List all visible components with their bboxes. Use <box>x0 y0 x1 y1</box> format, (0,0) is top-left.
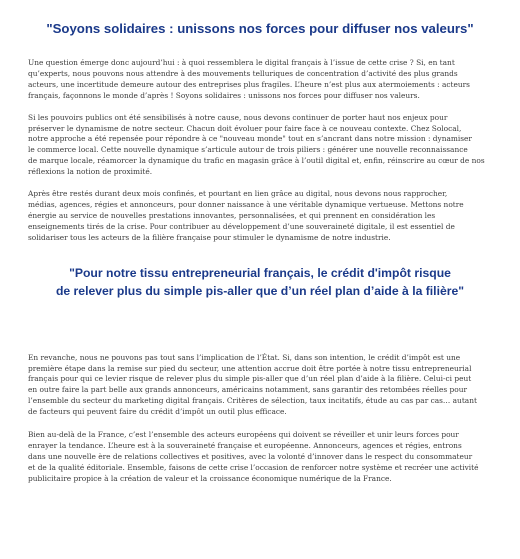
paragraph-line: français pour qui ce levier risque de relever plus du simple pis-aller que d’un réel plan d’aide à la filière. Celui-ci peut <box>28 374 472 384</box>
paragraph-line: réflexions la notion de proximité. <box>28 167 153 177</box>
paragraph-line: Après être restés durant deux mois confinés, et pourtant en lien grâce au digital, nous devons nous rapprocher, <box>28 189 448 199</box>
paragraph-line: solidariser tous les acteurs de la filière française pour stimuler le dynamisme de notre industrie. <box>28 232 391 242</box>
paragraph-line: préserver le dynamisme de notre secteur. Chacun doit évoluer pour faire face à ce nouveau contexte. Chez Solocal, <box>28 123 462 133</box>
paragraph-line: dans une nouvelle ère de relations collectives et positives, avec la volonté d’innover dans le respect du consommateur <box>28 451 473 461</box>
paragraph-state <box>28 353 492 418</box>
paragraph-line: publicitaire propice à la création de valeur et la croissance économique numérique de la France. <box>28 473 392 483</box>
section-heading-tax-credit <box>28 264 492 301</box>
paragraph-line: notre approche a été repensée pour répondre à ce "nouveau monde" tout en s’ancrant dans notre mission : dynamiser <box>28 134 472 144</box>
section-heading-solidarity <box>28 0 492 38</box>
paragraph-line: le commerce local. Cette nouvelle dynamique s’articule autour de trois piliers : générer une nouvelle reconnaissance <box>28 145 468 155</box>
paragraph-confinement <box>28 189 492 244</box>
paragraph-line: de marque locale, réamorcer la dynamique du trafic en magasin grâce à l’outil digital et, enfin, réinscrire au cœur de nos <box>28 156 485 166</box>
paragraph-line: Si les pouvoirs publics ont été sensibilisés à notre cause, nous devons continuer de porter haut nos enjeux pour <box>28 112 448 122</box>
heading-line: "Soyons solidaires : unissons nos forces pour diffuser nos valeurs" <box>46 21 474 36</box>
paragraph-line: l’ensemble du secteur du marketing digital français. Critères de sélection, taux incitatifs, étude au cas par cas… autant <box>28 396 477 406</box>
paragraph-intro <box>28 58 492 102</box>
paragraph-line: qu’experts, nous pouvons nous attendre à des mouvements telluriques de concentration d’activité des plus grands <box>28 68 458 78</box>
paragraph-line: première étape dans la remise sur pied du secteur, une attention accrue doit être portée à notre tissu entrepreneurial <box>28 363 472 373</box>
paragraph-solocal <box>28 113 492 178</box>
paragraph-line: Bien au-delà de la France, c’est l’ensemble des acteurs européens qui doivent se réveiller et unir leurs forces pour <box>28 430 459 440</box>
heading-line: "Pour notre tissu entrepreneurial français, le crédit d'impôt risque <box>69 265 451 280</box>
paragraph-line: et de la qualité éditoriale. Ensemble, faisons de cette crise l’occasion de renforcer notre système et recréer une activité <box>28 462 479 472</box>
paragraph-line: médias, agences, régies et annonceurs, pour donner naissance à une véritable dynamique vertueuse. Mettons notre <box>28 199 464 209</box>
paragraph-line: En revanche, nous ne pouvons pas tout sans l’implication de l’État. Si, dans son intention, le crédit d’impôt est une <box>28 352 461 362</box>
paragraph-line: de facteurs qui peuvent faire du crédit d’impôt un outil plus efficace. <box>28 407 287 417</box>
paragraph-line: enseignements tirés de la crise. Pour contribuer au développement d’une souveraineté digitale, il est essentiel de <box>28 221 455 231</box>
paragraph-europe <box>28 430 492 485</box>
paragraph-line: énergie au service de nouvelles prestations innovantes, personnalisées, et qui prennent en considération les <box>28 210 436 220</box>
paragraph-line: acteurs, une incertitude demeure autour des entreprises plus fragiles. L’heure n’est plus aux atermoiements : acteurs <box>28 79 470 89</box>
paragraph-line: enrayer la tendance. L’heure est à la souveraineté française et européenne. Annonceurs, agences et régies, entrons <box>28 440 462 450</box>
paragraph-line: Une question émerge donc aujourd’hui : à quoi ressemblera le digital français à l’issue de cette crise ? Si, en tant <box>28 58 455 67</box>
paragraph-line: français, façonnons le monde d’après ! Soyons solidaires : unissons nos forces pour diffuser nos valeurs. <box>28 90 420 100</box>
heading-line: de relever plus du simple pis-aller que d’un réel plan d’aide à la filière" <box>55 284 465 299</box>
paragraph-line: en outre faire la part belle aux grands annonceurs, américains notamment, sans garantir des retombées réelles pour <box>28 385 468 395</box>
